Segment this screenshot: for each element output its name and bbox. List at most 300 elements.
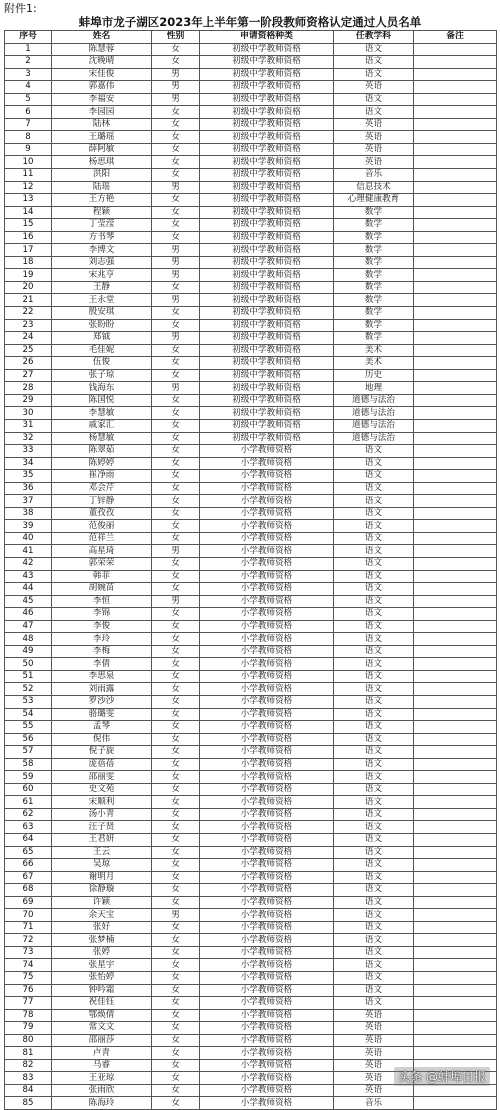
cell-note [414, 1047, 497, 1060]
table-row [5, 1084, 497, 1097]
cell-subject: 语文 [334, 758, 414, 771]
cell-qualification: 小学教师资格 [200, 520, 334, 533]
table-row [5, 269, 497, 282]
cell-name: 郭嘉伟 [52, 81, 152, 94]
table-row [5, 445, 497, 458]
cell-qualification: 初级中学教师资格 [200, 106, 334, 119]
cell-gender: 女 [152, 194, 200, 207]
cell-qualification: 小学教师资格 [200, 1072, 334, 1085]
cell-gender: 女 [152, 984, 200, 997]
attachment-label: 附件1: [4, 2, 37, 15]
cell-number: 12 [5, 181, 52, 194]
cell-subject: 心理健康教育 [334, 194, 414, 207]
cell-name: 钱海东 [52, 382, 152, 395]
cell-note [414, 319, 497, 332]
cell-number: 64 [5, 834, 52, 847]
cell-note [414, 294, 497, 307]
cell-subject: 英语 [334, 143, 414, 156]
cell-note [414, 557, 497, 570]
table-body [5, 43, 497, 1109]
table-row [5, 457, 497, 470]
col-header-name: 姓名 [52, 31, 152, 44]
cell-number: 17 [5, 244, 52, 257]
cell-number: 49 [5, 645, 52, 658]
cell-gender: 女 [152, 156, 200, 169]
cell-gender: 女 [152, 733, 200, 746]
cell-qualification: 小学教师资格 [200, 972, 334, 985]
cell-number: 13 [5, 194, 52, 207]
cell-qualification: 初级中学教师资格 [200, 143, 334, 156]
cell-gender: 女 [152, 106, 200, 119]
cell-name: 倪伟 [52, 733, 152, 746]
cell-name: 郑钺 [52, 332, 152, 345]
cell-qualification: 小学教师资格 [200, 859, 334, 872]
table-row [5, 545, 497, 558]
cell-subject: 语文 [334, 557, 414, 570]
cell-name: 王永堂 [52, 294, 152, 307]
cell-name: 张星宇 [52, 959, 152, 972]
cell-name: 汤小青 [52, 808, 152, 821]
cell-subject: 数学 [334, 294, 414, 307]
cell-gender: 男 [152, 269, 200, 282]
table-row [5, 219, 497, 232]
cell-gender: 女 [152, 357, 200, 370]
cell-note [414, 896, 497, 909]
cell-note [414, 470, 497, 483]
cell-name: 张雨欣 [52, 1084, 152, 1097]
cell-name: 许颖 [52, 896, 152, 909]
cell-number: 84 [5, 1084, 52, 1097]
cell-note [414, 608, 497, 621]
cell-gender: 女 [152, 1072, 200, 1085]
cell-subject: 英语 [334, 1072, 414, 1085]
cell-name: 张盼盼 [52, 319, 152, 332]
cell-note [414, 1034, 497, 1047]
col-header-gender: 性别 [152, 31, 200, 44]
cell-subject: 语文 [334, 909, 414, 922]
table-row [5, 695, 497, 708]
cell-subject: 语文 [334, 846, 414, 859]
cell-subject: 英语 [334, 1084, 414, 1097]
cell-gender: 女 [152, 532, 200, 545]
cell-gender: 男 [152, 256, 200, 269]
cell-note [414, 194, 497, 207]
cell-qualification: 小学教师资格 [200, 658, 334, 671]
cell-subject: 语文 [334, 470, 414, 483]
cell-gender: 女 [152, 219, 200, 232]
cell-name: 吴琼 [52, 859, 152, 872]
cell-qualification: 初级中学教师资格 [200, 332, 334, 345]
cell-gender: 女 [152, 307, 200, 320]
cell-qualification: 初级中学教师资格 [200, 382, 334, 395]
cell-qualification: 小学教师资格 [200, 834, 334, 847]
cell-note [414, 695, 497, 708]
cell-number: 27 [5, 369, 52, 382]
table-row [5, 620, 497, 633]
cell-subject: 音乐 [334, 169, 414, 182]
cell-gender: 男 [152, 294, 200, 307]
cell-qualification: 初级中学教师资格 [200, 231, 334, 244]
cell-qualification: 初级中学教师资格 [200, 432, 334, 445]
table-row [5, 281, 497, 294]
cell-subject: 语文 [334, 445, 414, 458]
cell-name: 宋顺利 [52, 796, 152, 809]
cell-number: 55 [5, 721, 52, 734]
cell-gender: 女 [152, 871, 200, 884]
table-row [5, 181, 497, 194]
table-row [5, 1022, 497, 1035]
cell-qualification: 初级中学教师资格 [200, 394, 334, 407]
cell-gender: 女 [152, 131, 200, 144]
cell-number: 35 [5, 470, 52, 483]
cell-note [414, 269, 497, 282]
cell-qualification: 初级中学教师资格 [200, 93, 334, 106]
cell-note [414, 733, 497, 746]
cell-qualification: 小学教师资格 [200, 470, 334, 483]
cell-note [414, 796, 497, 809]
cell-note [414, 997, 497, 1010]
cell-qualification: 初级中学教师资格 [200, 269, 334, 282]
cell-note [414, 445, 497, 458]
cell-name: 张好 [52, 921, 152, 934]
cell-qualification: 小学教师资格 [200, 984, 334, 997]
table-row [5, 1009, 497, 1022]
cell-number: 75 [5, 972, 52, 985]
cell-note [414, 181, 497, 194]
cell-qualification: 小学教师资格 [200, 1084, 334, 1097]
cell-qualification: 小学教师资格 [200, 482, 334, 495]
cell-name: 邵丽莎 [52, 1034, 152, 1047]
cell-note [414, 771, 497, 784]
cell-qualification: 小学教师资格 [200, 1009, 334, 1022]
cell-qualification: 小学教师资格 [200, 733, 334, 746]
cell-qualification: 小学教师资格 [200, 946, 334, 959]
cell-name: 马睿 [52, 1059, 152, 1072]
cell-note [414, 909, 497, 922]
cell-note [414, 382, 497, 395]
table-row [5, 470, 497, 483]
cell-name: 郭荣荣 [52, 557, 152, 570]
cell-number: 62 [5, 808, 52, 821]
cell-subject: 数学 [334, 206, 414, 219]
cell-number: 3 [5, 68, 52, 81]
cell-qualification: 初级中学教师资格 [200, 307, 334, 320]
table-row [5, 859, 497, 872]
table-row [5, 583, 497, 596]
cell-number: 79 [5, 1022, 52, 1035]
cell-number: 82 [5, 1059, 52, 1072]
cell-name: 李锦 [52, 608, 152, 621]
cell-gender: 女 [152, 206, 200, 219]
table-row [5, 808, 497, 821]
cell-number: 41 [5, 545, 52, 558]
cell-qualification: 小学教师资格 [200, 683, 334, 696]
cell-number: 36 [5, 482, 52, 495]
table-row [5, 131, 497, 144]
table-row [5, 884, 497, 897]
cell-qualification: 初级中学教师资格 [200, 169, 334, 182]
cell-subject: 数学 [334, 281, 414, 294]
cell-note [414, 56, 497, 69]
cell-number: 25 [5, 344, 52, 357]
cell-number: 31 [5, 419, 52, 432]
cell-qualification: 初级中学教师资格 [200, 407, 334, 420]
table-row [5, 821, 497, 834]
cell-number: 26 [5, 357, 52, 370]
cell-number: 1 [5, 43, 52, 56]
cell-note [414, 219, 497, 232]
cell-note [414, 43, 497, 56]
cell-qualification: 小学教师资格 [200, 695, 334, 708]
cell-gender: 女 [152, 118, 200, 131]
table-row [5, 1047, 497, 1060]
cell-gender: 女 [152, 946, 200, 959]
cell-qualification: 初级中学教师资格 [200, 419, 334, 432]
cell-number: 65 [5, 846, 52, 859]
cell-subject: 语文 [334, 984, 414, 997]
cell-number: 70 [5, 909, 52, 922]
cell-gender: 女 [152, 369, 200, 382]
cell-note [414, 93, 497, 106]
table-row [5, 796, 497, 809]
cell-note [414, 281, 497, 294]
table-row [5, 871, 497, 884]
cell-gender: 女 [152, 834, 200, 847]
table-row [5, 595, 497, 608]
cell-name: 王璐瑶 [52, 131, 152, 144]
cell-name: 杨慧敏 [52, 432, 152, 445]
table-row [5, 1097, 497, 1110]
cell-name: 余天宝 [52, 909, 152, 922]
table-row [5, 482, 497, 495]
table-row [5, 670, 497, 683]
cell-qualification: 初级中学教师资格 [200, 294, 334, 307]
table-row [5, 946, 497, 959]
table-row [5, 332, 497, 345]
cell-qualification: 初级中学教师资格 [200, 118, 334, 131]
cell-subject: 数学 [334, 244, 414, 257]
cell-name: 陈翠茹 [52, 445, 152, 458]
cell-subject: 数学 [334, 269, 414, 282]
table-row [5, 834, 497, 847]
cell-note [414, 934, 497, 947]
cell-qualification: 小学教师资格 [200, 846, 334, 859]
cell-note [414, 633, 497, 646]
cell-subject: 数学 [334, 219, 414, 232]
cell-name: 张婷 [52, 946, 152, 959]
cell-name: 李博文 [52, 244, 152, 257]
cell-subject: 英语 [334, 81, 414, 94]
cell-qualification: 小学教师资格 [200, 1059, 334, 1072]
cell-note [414, 1097, 497, 1110]
cell-name: 陈婷婷 [52, 457, 152, 470]
cell-name: 骆璐雯 [52, 708, 152, 721]
cell-number: 40 [5, 532, 52, 545]
table-row [5, 394, 497, 407]
table-row [5, 194, 497, 207]
table-row [5, 56, 497, 69]
cell-number: 19 [5, 269, 52, 282]
cell-qualification: 小学教师资格 [200, 570, 334, 583]
cell-gender: 女 [152, 670, 200, 683]
cell-name: 李园园 [52, 106, 152, 119]
table-row [5, 658, 497, 671]
cell-qualification: 初级中学教师资格 [200, 244, 334, 257]
cell-name: 方书琴 [52, 231, 152, 244]
cell-subject: 语文 [334, 482, 414, 495]
cell-number: 72 [5, 934, 52, 947]
table-row [5, 169, 497, 182]
table-row [5, 244, 497, 257]
cell-gender: 男 [152, 244, 200, 257]
cell-subject: 语文 [334, 997, 414, 1010]
cell-qualification: 小学教师资格 [200, 445, 334, 458]
cell-gender: 女 [152, 959, 200, 972]
cell-note [414, 169, 497, 182]
cell-number: 63 [5, 821, 52, 834]
cell-subject: 地理 [334, 382, 414, 395]
cell-note [414, 570, 497, 583]
cell-gender: 女 [152, 695, 200, 708]
cell-gender: 女 [152, 921, 200, 934]
cell-gender: 女 [152, 394, 200, 407]
cell-qualification: 小学教师资格 [200, 1034, 334, 1047]
table-row [5, 783, 497, 796]
cell-name: 鄂焕倩 [52, 1009, 152, 1022]
cell-gender: 女 [152, 570, 200, 583]
cell-gender: 女 [152, 432, 200, 445]
cell-subject: 语文 [334, 896, 414, 909]
col-header-qualification: 申请资格种类 [200, 31, 334, 44]
cell-number: 5 [5, 93, 52, 106]
cell-name: 董孜孜 [52, 507, 152, 520]
cell-subject: 语文 [334, 658, 414, 671]
table-row [5, 520, 497, 533]
cell-note [414, 595, 497, 608]
table-row [5, 118, 497, 131]
table-row [5, 319, 497, 332]
cell-gender: 女 [152, 1009, 200, 1022]
cell-subject: 英语 [334, 118, 414, 131]
cell-name: 丁莹滢 [52, 219, 152, 232]
cell-subject: 美术 [334, 344, 414, 357]
table-row [5, 683, 497, 696]
table-row [5, 570, 497, 583]
cell-subject: 语文 [334, 808, 414, 821]
cell-gender: 女 [152, 1022, 200, 1035]
cell-name: 洪阳 [52, 169, 152, 182]
cell-name: 邓会芹 [52, 482, 152, 495]
cell-subject: 数学 [334, 307, 414, 320]
cell-qualification: 小学教师资格 [200, 783, 334, 796]
cell-note [414, 884, 497, 897]
table-row [5, 206, 497, 219]
cell-number: 57 [5, 746, 52, 759]
cell-note [414, 307, 497, 320]
cell-number: 18 [5, 256, 52, 269]
cell-subject: 英语 [334, 1022, 414, 1035]
cell-gender: 男 [152, 545, 200, 558]
cell-name: 王云 [52, 846, 152, 859]
cell-note [414, 332, 497, 345]
cell-subject: 语文 [334, 532, 414, 545]
cell-name: 沈晚晴 [52, 56, 152, 69]
cell-subject: 语文 [334, 821, 414, 834]
cell-qualification: 小学教师资格 [200, 896, 334, 909]
cell-name: 刘雨露 [52, 683, 152, 696]
cell-number: 81 [5, 1047, 52, 1060]
cell-note [414, 432, 497, 445]
cell-name: 王静 [52, 281, 152, 294]
col-header-note: 备注 [414, 31, 497, 44]
cell-name: 戚家汇 [52, 419, 152, 432]
watermark: 头条 @蚌埠日报 [394, 1067, 490, 1086]
cell-qualification: 初级中学教师资格 [200, 131, 334, 144]
cell-gender: 女 [152, 520, 200, 533]
cell-number: 15 [5, 219, 52, 232]
cell-gender: 女 [152, 771, 200, 784]
cell-gender: 女 [152, 319, 200, 332]
cell-name: 韩菲 [52, 570, 152, 583]
cell-note [414, 683, 497, 696]
table-row [5, 557, 497, 570]
cell-number: 80 [5, 1034, 52, 1047]
cell-subject: 语文 [334, 545, 414, 558]
cell-subject: 语文 [334, 68, 414, 81]
cell-gender: 女 [152, 43, 200, 56]
cell-subject: 语文 [334, 934, 414, 947]
cell-note [414, 1084, 497, 1097]
cell-name: 丁锌静 [52, 495, 152, 508]
cell-gender: 女 [152, 633, 200, 646]
cell-name: 胡婉苗 [52, 583, 152, 596]
cell-gender: 女 [152, 821, 200, 834]
cell-subject: 语文 [334, 946, 414, 959]
cell-subject: 道德与法治 [334, 407, 414, 420]
cell-subject: 语文 [334, 783, 414, 796]
cell-qualification: 初级中学教师资格 [200, 344, 334, 357]
cell-name: 程颖 [52, 206, 152, 219]
cell-gender: 女 [152, 783, 200, 796]
cell-gender: 女 [152, 620, 200, 633]
cell-gender: 女 [152, 419, 200, 432]
cell-number: 77 [5, 997, 52, 1010]
col-header-number: 序号 [5, 31, 52, 44]
cell-gender: 女 [152, 683, 200, 696]
cell-number: 71 [5, 921, 52, 934]
cell-qualification: 小学教师资格 [200, 808, 334, 821]
cell-gender: 女 [152, 507, 200, 520]
cell-number: 69 [5, 896, 52, 909]
cell-qualification: 小学教师资格 [200, 959, 334, 972]
cell-subject: 英语 [334, 156, 414, 169]
cell-gender: 女 [152, 708, 200, 721]
cell-gender: 女 [152, 1097, 200, 1110]
cell-note [414, 118, 497, 131]
cell-subject: 语文 [334, 721, 414, 734]
cell-name: 庞蓓蓓 [52, 758, 152, 771]
cell-subject: 语文 [334, 796, 414, 809]
cell-note [414, 482, 497, 495]
cell-number: 30 [5, 407, 52, 420]
roster-table [4, 30, 497, 1110]
cell-number: 23 [5, 319, 52, 332]
cell-qualification: 初级中学教师资格 [200, 281, 334, 294]
cell-name: 陈慧蓉 [52, 43, 152, 56]
cell-gender: 女 [152, 859, 200, 872]
cell-gender: 女 [152, 231, 200, 244]
cell-subject: 语文 [334, 733, 414, 746]
